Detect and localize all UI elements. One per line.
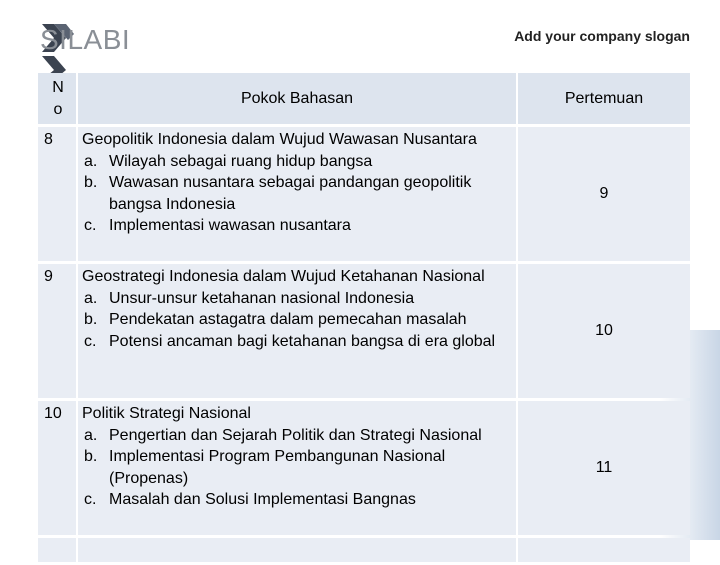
row-number: 8 xyxy=(38,127,78,261)
table-row-partial xyxy=(38,538,690,562)
subtopic-marker: b. xyxy=(84,174,98,191)
subtopic-item xyxy=(84,288,512,310)
subtopic-text: Implementasi Program Pembangunan Nasional (Propenas) xyxy=(109,448,446,487)
subtopic-text: Unsur-unsur ketahanan nasional Indonesia xyxy=(109,289,415,307)
subtopic-item xyxy=(84,425,512,447)
row-number-empty xyxy=(38,538,78,562)
subtopic-marker: c. xyxy=(84,332,97,350)
topic-title: Geostrategi Indonesia dalam Wujud Ketahanan Nasional xyxy=(82,268,485,285)
subtopic-list xyxy=(82,288,512,353)
page-title: SILABI xyxy=(40,24,131,55)
subtopic-item xyxy=(84,215,512,237)
row-topic-cell xyxy=(78,264,518,398)
subtopic-item xyxy=(84,151,512,173)
subtopic-marker: b. xyxy=(84,311,98,328)
row-topic-cell xyxy=(78,401,518,535)
topic-title: Politik Strategi Nasional xyxy=(82,405,251,422)
subtopic-item xyxy=(84,331,512,353)
subtopic-item xyxy=(84,489,512,511)
meeting-number-empty xyxy=(518,538,690,562)
column-header-topic: Pokok Bahasan xyxy=(78,73,518,124)
column-header-no xyxy=(38,73,78,124)
row-topic-cell xyxy=(78,127,518,261)
subtopic-list xyxy=(82,151,512,237)
subtopic-marker: a. xyxy=(84,289,98,307)
row-number: 10 xyxy=(38,401,78,535)
meeting-number: 10 xyxy=(518,264,690,398)
column-header-no-label: N o xyxy=(52,79,64,118)
subtopic-text: Wilayah sebagai ruang hidup bangsa xyxy=(109,152,373,170)
subtopic-list xyxy=(82,425,512,511)
subtopic-text: Wawasan nusantara sebagai pandangan geopolitik bangsa Indonesia xyxy=(109,174,472,213)
table-row xyxy=(38,401,690,535)
topic-title: Geopolitik Indonesia dalam Wujud Wawasan Nusantara xyxy=(82,131,477,148)
row-number: 9 xyxy=(38,264,78,398)
subtopic-item xyxy=(84,446,512,489)
subtopic-text: Potensi ancaman bagi ketahanan bangsa di era global xyxy=(109,332,496,350)
meeting-number: 9 xyxy=(518,127,690,261)
column-header-meeting: Pertemuan xyxy=(518,73,690,124)
subtopic-marker: a. xyxy=(84,152,98,170)
subtopic-item xyxy=(84,309,512,331)
syllabus-table xyxy=(38,70,690,565)
subtopic-text: Pendekatan astagatra dalam pemecahan masalah xyxy=(109,311,467,328)
table-row xyxy=(38,127,690,261)
subtopic-marker: a. xyxy=(84,426,98,444)
subtopic-text: Pengertian dan Sejarah Politik dan Strategi Nasional xyxy=(109,426,482,444)
subtopic-text: Masalah dan Solusi Implementasi Bangnas xyxy=(109,491,416,508)
subtopic-marker: b. xyxy=(84,448,98,465)
subtopic-item xyxy=(84,172,512,215)
company-slogan: Add your company slogan xyxy=(514,28,690,44)
subtopic-text: Implementasi wawasan nusantara xyxy=(109,217,351,234)
meeting-number: 11 xyxy=(518,401,690,535)
subtopic-marker: c. xyxy=(84,217,97,234)
row-topic-empty xyxy=(78,538,518,562)
subtopic-marker: c. xyxy=(84,491,97,508)
table-header-row xyxy=(38,73,690,124)
table-row xyxy=(38,264,690,398)
